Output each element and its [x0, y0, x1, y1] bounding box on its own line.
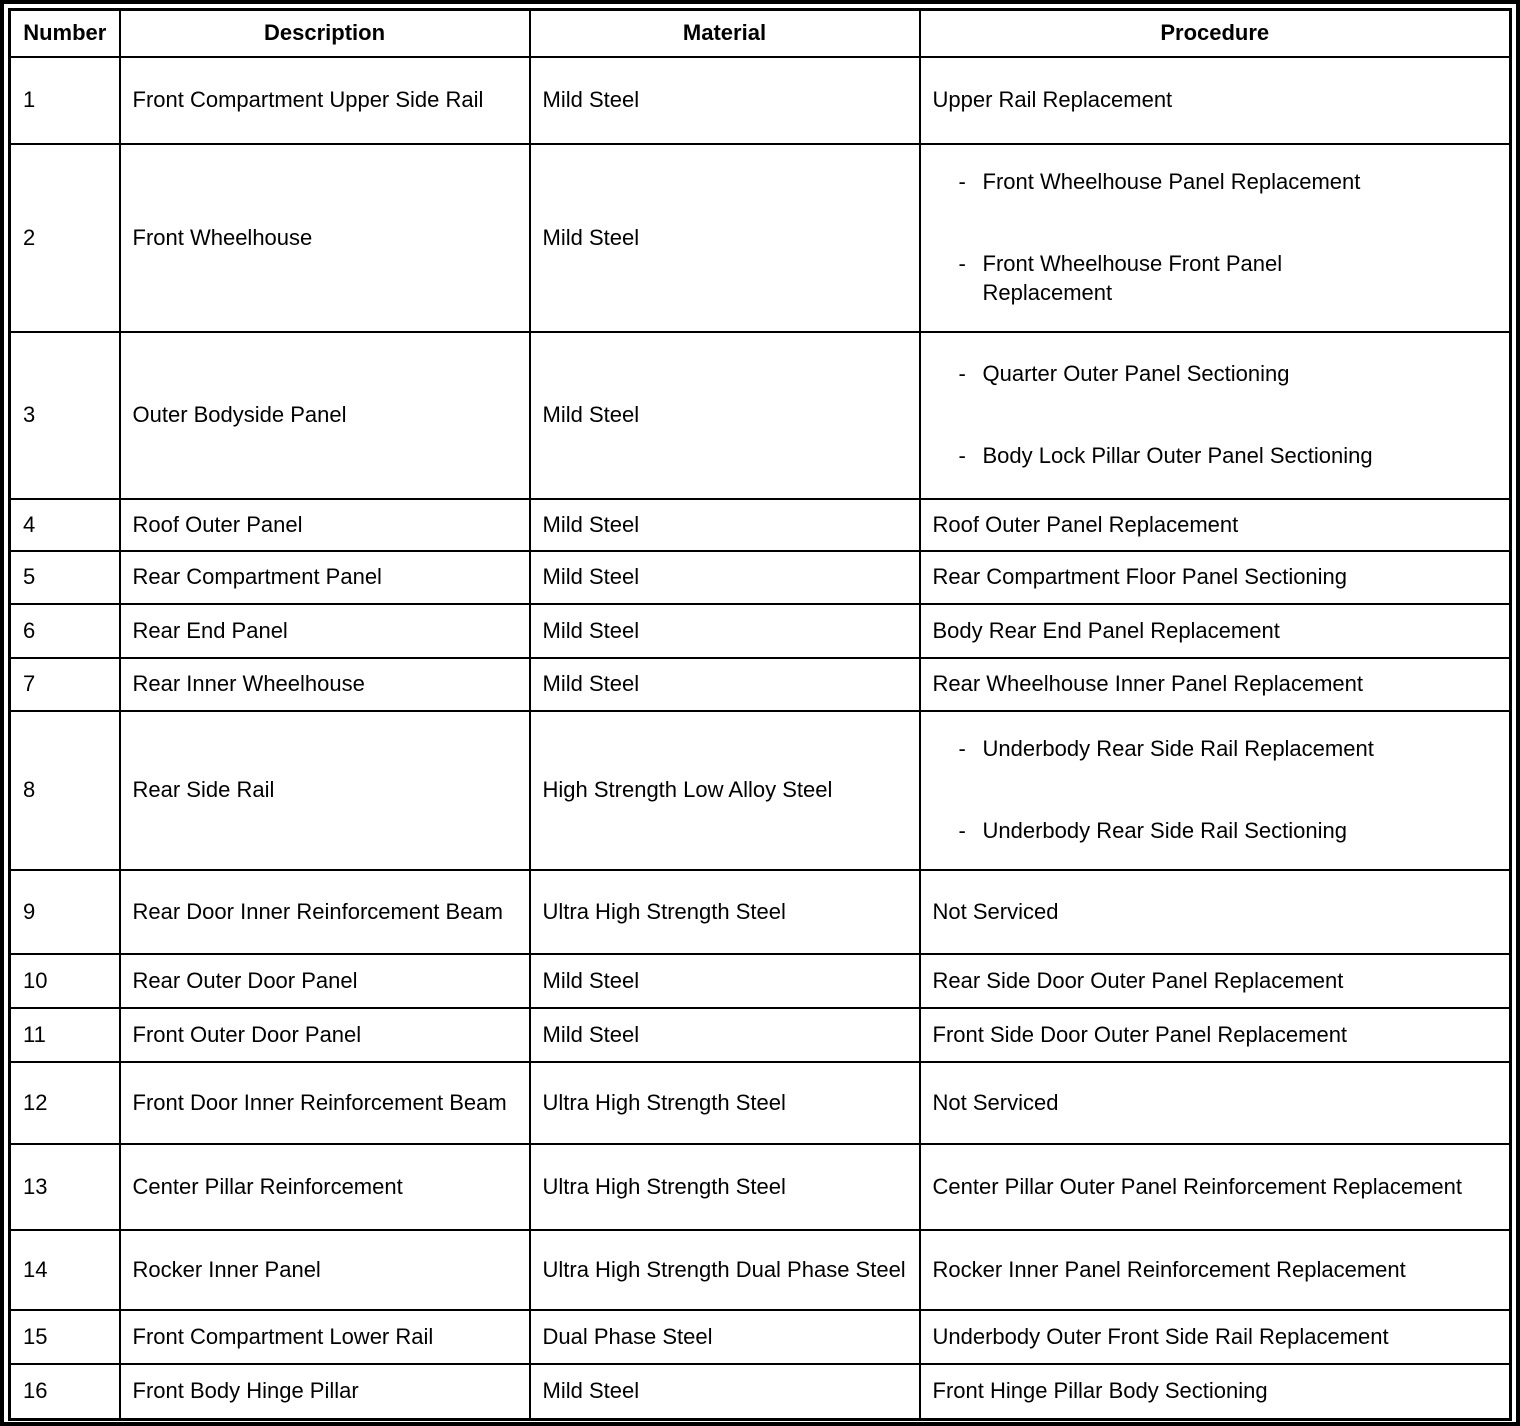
procedure-bullet-list [933, 159, 1498, 316]
cell-procedure: Rocker Inner Panel Reinforcement Replacement [920, 1230, 1511, 1310]
procedure-bullet-list [933, 726, 1498, 853]
cell-material: Mild Steel [530, 1008, 920, 1062]
cell-procedure: Body Rear End Panel Replacement [920, 604, 1511, 658]
cell-description: Rear Outer Door Panel [120, 954, 530, 1008]
cell-description: Front Outer Door Panel [120, 1008, 530, 1062]
procedure-text: Front Wheelhouse Front Panel Replacement [982, 250, 1283, 306]
procedure-bullet-item [933, 359, 1498, 389]
dash-bullet: - [958, 818, 966, 843]
procedure-bullet-item [933, 249, 1498, 308]
cell-description: Roof Outer Panel [120, 499, 530, 551]
table-row [10, 1062, 1511, 1144]
column-header-number: Number [10, 10, 120, 57]
cell-description: Front Wheelhouse [120, 144, 530, 332]
cell-number: 11 [10, 1008, 120, 1062]
cell-material: Ultra High Strength Steel [530, 1062, 920, 1144]
dash-bullet: - [958, 736, 966, 762]
cell-material: Mild Steel [530, 144, 920, 332]
cell-description: Rear Door Inner Reinforcement Beam [120, 870, 530, 954]
procedure-text: Underbody Rear Side Rail Replacement [982, 736, 1374, 762]
column-header-description: Description [120, 10, 530, 57]
cell-number: 6 [10, 604, 120, 658]
procedure-bullet-list [933, 351, 1498, 478]
cell-number: 9 [10, 870, 120, 954]
table-row [10, 870, 1511, 954]
cell-procedure: Front Hinge Pillar Body Sectioning [920, 1364, 1511, 1420]
cell-procedure: Rear Wheelhouse Inner Panel Replacement [920, 658, 1511, 711]
cell-procedure [920, 332, 1511, 499]
cell-material: Mild Steel [530, 604, 920, 658]
cell-procedure: Roof Outer Panel Replacement [920, 499, 1511, 551]
header-row [10, 10, 1511, 57]
cell-material: Mild Steel [530, 954, 920, 1008]
table-row [10, 711, 1511, 870]
cell-procedure [920, 1144, 1511, 1230]
cell-material: Mild Steel [530, 551, 920, 604]
parts-table [8, 8, 1512, 1421]
cell-material: Mild Steel [530, 499, 920, 551]
cell-material: Dual Phase Steel [530, 1310, 920, 1364]
cell-number: 4 [10, 499, 120, 551]
table-row [10, 551, 1511, 604]
cell-number: 7 [10, 658, 120, 711]
table-row [10, 1230, 1511, 1310]
table-row [10, 1310, 1511, 1364]
table-row [10, 604, 1511, 658]
table-row [10, 1364, 1511, 1420]
cell-description: Front Door Inner Reinforcement Beam [120, 1062, 530, 1144]
dash-bullet: - [958, 250, 966, 276]
cell-procedure: Rear Compartment Floor Panel Sectioning [920, 551, 1511, 604]
column-header-procedure: Procedure [920, 10, 1511, 57]
procedure-text: Front Wheelhouse Panel Replacement [982, 168, 1361, 194]
cell-description: Front Body Hinge Pillar [120, 1364, 530, 1420]
procedure-text: Underbody Rear Side Rail Sectioning [982, 818, 1347, 843]
cell-number: 15 [10, 1310, 120, 1364]
cell-material: Ultra High Strength Dual Phase Steel [530, 1230, 920, 1310]
cell-description: Rear Inner Wheelhouse [120, 658, 530, 711]
cell-procedure: Underbody Outer Front Side Rail Replacement [920, 1310, 1511, 1364]
procedure-bullet-item [933, 167, 1498, 197]
cell-procedure: Upper Rail Replacement [920, 57, 1511, 144]
table-row [10, 954, 1511, 1008]
procedure-bullet-item [933, 734, 1498, 764]
cell-material: Mild Steel [530, 57, 920, 144]
cell-number: 10 [10, 954, 120, 1008]
cell-procedure: Front Side Door Outer Panel Replacement [920, 1008, 1511, 1062]
cell-material: Ultra High Strength Steel [530, 1144, 920, 1230]
cell-number: 8 [10, 711, 120, 870]
procedure-bullet-item [933, 816, 1498, 846]
cell-description: Rear Compartment Panel [120, 551, 530, 604]
cell-material: Mild Steel [530, 658, 920, 711]
cell-number: 16 [10, 1364, 120, 1420]
cell-description: Center Pillar Reinforcement [120, 1144, 530, 1230]
cell-description: Outer Bodyside Panel [120, 332, 530, 499]
procedure-bullet-item [933, 441, 1498, 471]
cell-description: Front Compartment Upper Side Rail [120, 57, 530, 144]
cell-number: 5 [10, 551, 120, 604]
cell-description: Front Compartment Lower Rail [120, 1310, 530, 1364]
table-row [10, 144, 1511, 332]
cell-material: Mild Steel [530, 332, 920, 499]
table-row [10, 658, 1511, 711]
cell-procedure: Not Serviced [920, 870, 1511, 954]
cell-number: 12 [10, 1062, 120, 1144]
cell-material: High Strength Low Alloy Steel [530, 711, 920, 870]
cell-procedure: Not Serviced [920, 1062, 1511, 1144]
cell-description: Rocker Inner Panel [120, 1230, 530, 1310]
table-row [10, 1144, 1511, 1230]
column-header-material: Material [530, 10, 920, 57]
cell-number: 3 [10, 332, 120, 499]
table-row [10, 332, 1511, 499]
cell-number: 1 [10, 57, 120, 144]
dash-bullet: - [958, 443, 966, 468]
dash-bullet: - [958, 361, 966, 387]
cell-material: Ultra High Strength Steel [530, 870, 920, 954]
cell-procedure: Rear Side Door Outer Panel Replacement [920, 954, 1511, 1008]
cell-procedure [920, 711, 1511, 870]
cell-number: 14 [10, 1230, 120, 1310]
cell-procedure [920, 144, 1511, 332]
procedure-text: Quarter Outer Panel Sectioning [982, 361, 1290, 387]
cell-number: 2 [10, 144, 120, 332]
cell-description: Rear Side Rail [120, 711, 530, 870]
table-row [10, 1008, 1511, 1062]
cell-description: Rear End Panel [120, 604, 530, 658]
table-row [10, 499, 1511, 551]
cell-number: 13 [10, 1144, 120, 1230]
procedure-text: Body Lock Pillar Outer Panel Sectioning [982, 443, 1373, 468]
dash-bullet: - [958, 168, 966, 194]
cell-material: Mild Steel [530, 1364, 920, 1420]
procedure-text: Center Pillar Outer Panel Reinforcement Replacement [932, 1173, 1462, 1199]
table-row [10, 57, 1511, 144]
